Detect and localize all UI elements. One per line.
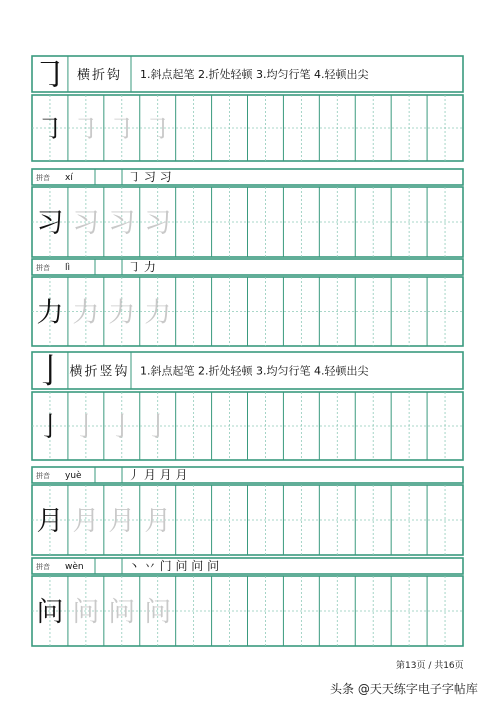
character-practice-row [32,576,463,646]
stroke-order: ㇆ 习 习 [128,170,172,184]
trace-character: 问 [108,597,136,628]
stroke-header [32,55,463,95]
model-character: 月 [36,506,64,537]
pinyin-label: 拼音 [36,563,50,571]
character-info-bar [32,259,463,275]
info-frame [32,259,463,275]
character-practice-row [32,485,463,555]
trace-character: 力 [144,297,172,329]
stroke-tips: 1.斜点起笔 2.折处轻顿 3.均匀行笔 4.轻顿出尖 [140,364,369,378]
page-number: 第13页 / 共16页 [396,661,464,671]
pinyin-text: wèn [65,562,84,572]
pinyin-label: 拼音 [36,174,50,182]
trace-character: 力 [108,297,136,329]
stroke-practice-row [32,392,463,460]
stroke-tips: 1.斜点起笔 2.折处轻顿 3.均匀行笔 4.轻顿出尖 [140,68,369,81]
character-practice-row [32,187,463,257]
watermark: 头条 @天天练字电子字帖库 [330,682,478,696]
model-character: 问 [36,597,64,628]
model-character: 力 [36,297,64,329]
character-info-bar [32,558,463,574]
trace-character: 月 [108,506,136,537]
trace-character: 习 [72,208,100,239]
character-info-bar [32,467,463,483]
trace-character: 亅 [108,412,136,443]
trace-character: 习 [108,208,136,239]
trace-character: 习 [144,208,172,239]
stroke-order: 丶 丷 门 问 问 问 [128,559,220,573]
trace-character: 亅 [72,412,100,443]
trace-character: ㇆ [72,114,100,145]
pinyin-text: xí [65,173,73,183]
trace-character: 亅 [144,412,172,443]
character-practice-row [32,277,463,346]
pinyin-text: lì [65,263,71,273]
stroke-glyph: 亅 [32,351,67,392]
stroke-practice-row [32,95,463,161]
trace-character: 力 [72,297,100,329]
trace-character: ㇆ [108,114,136,145]
model-character: 亅 [36,412,64,443]
model-character: ㇆ [36,114,64,145]
stroke-header [32,352,463,392]
trace-character: ㇆ [144,114,172,145]
stroke-name: 横折竖钩 [69,364,130,380]
trace-character: 月 [72,506,100,537]
trace-character: 问 [72,597,100,628]
info-frame [32,467,463,483]
stroke-order: 丿 月 月 月 [128,468,188,482]
stroke-glyph: ㇆ [32,55,67,95]
character-info-bar [32,169,463,185]
stroke-name: 横折钩 [76,68,122,83]
trace-character: 月 [144,506,172,537]
trace-character: 问 [144,597,172,628]
pinyin-label: 拼音 [36,472,50,480]
stroke-order: ㇆ 力 [128,260,156,274]
pinyin-text: yuè [65,471,82,481]
pinyin-label: 拼音 [36,264,50,272]
info-frame [32,558,463,574]
model-character: 习 [36,208,64,239]
info-frame [32,169,463,185]
